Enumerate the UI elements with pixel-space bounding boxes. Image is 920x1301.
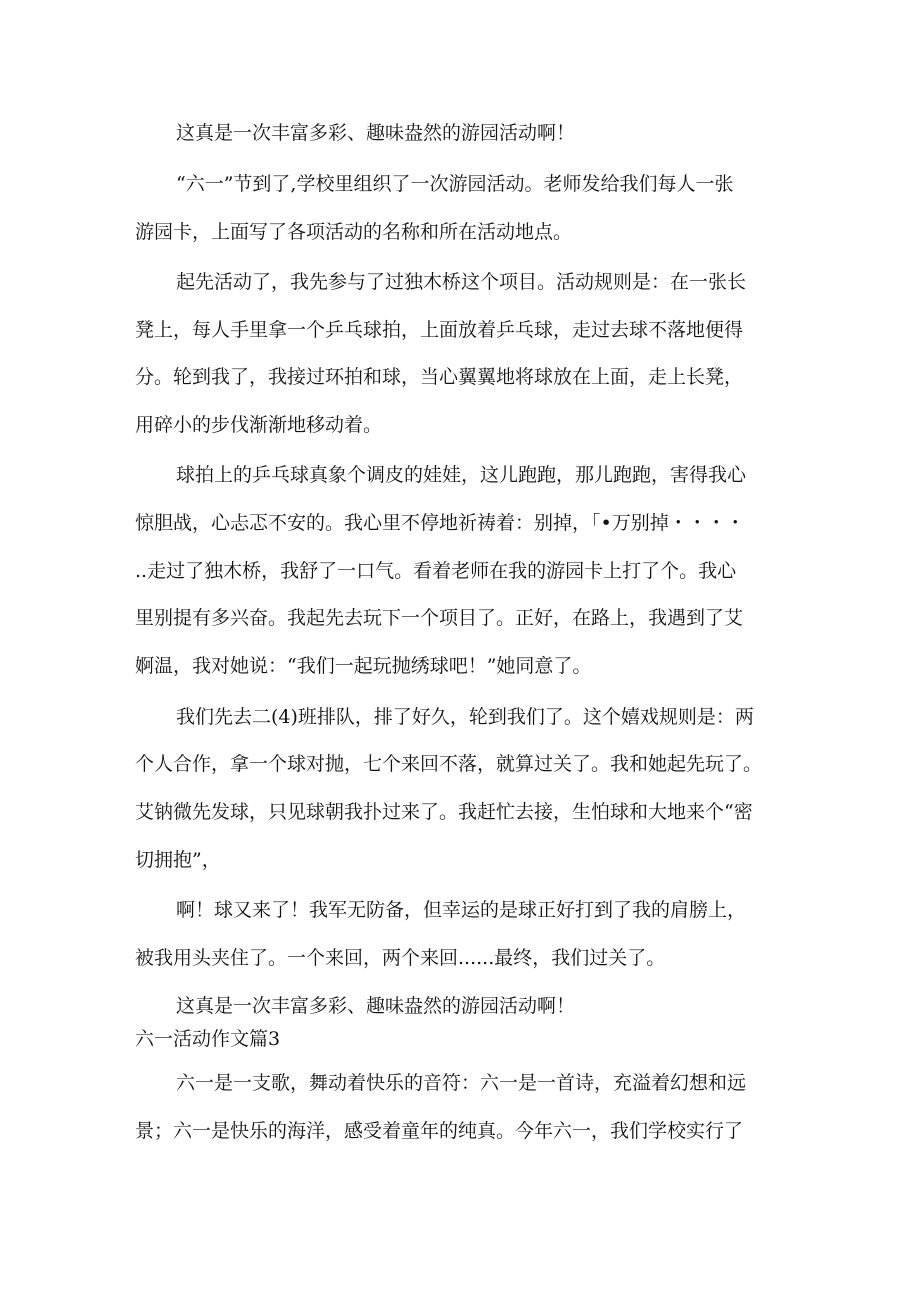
closing-line-bottom: 这真是一次丰富多彩、趣味盎然的游园活动啊！ — [176, 995, 576, 1017]
closing-line-top: 这真是一次丰富多彩、趣味盎然的游园活动啊！ — [176, 122, 576, 144]
paragraph-3-line-3: ..走过了独木桥，我舒了一口气。看着老师在我的游园卡上打了个。我心 — [135, 560, 737, 582]
paragraph-2-line-2: 凳上，每人手里拿一个乒乓球拍，上面放着乒乓球，走过去球不落地便得 — [135, 319, 744, 341]
paragraph-4-line-3: 艾钠微先发球，只见球朝我扑过来了。我赶忙去接，生怕球和大地来个“密 — [135, 801, 753, 823]
paragraph-5-line-2: 被我用头夹住了。一个来回，两个来回......最终，我们过关了。 — [135, 947, 666, 969]
paragraph-4-line-2: 个人合作，拿一个球对抛，七个来回不落，就算过关了。我和她起先玩了。 — [135, 753, 763, 775]
paragraph-4-line-4: 切拥抱”， — [135, 849, 221, 871]
paragraph-6-line-1: 六一是一支歌，舞动着快乐的音符：六一是一首诗，充溢着幻想和远 — [176, 1072, 747, 1094]
paragraph-3-line-5: 婀温，我对她说：“我们一起玩抛绣球吧！”她同意了。 — [135, 655, 592, 677]
paragraph-3-line-2: 惊胆战，心忐忑不安的。我心里不停地祈祷着：别掉，「•万别掉・・・・ — [135, 512, 745, 534]
paragraph-1-line-2: 游园卡，上面写了各项活动的名称和所在活动地点。 — [135, 221, 573, 243]
paragraph-1-line-1: “六一”节到了,学校里组织了一次游园活动。老师发给我们每人一张 — [176, 173, 734, 195]
section-heading: 六一活动作文篇3 — [135, 1028, 281, 1050]
paragraph-2-line-4: 用碎小的步伐渐渐地移动着。 — [135, 414, 383, 436]
paragraph-4-line-1: 我们先去二(4)班排队，排了好久，轮到我们了。这个嬉戏规则是：两 — [176, 706, 754, 728]
paragraph-6-line-2: 景；六一是快乐的海洋，感受着童年的纯真。今年六一，我们学校实行了 — [135, 1120, 744, 1142]
paragraph-3-line-1: 球拍上的乒乓球真象个调皮的娃娃，这儿跑跑，那儿跑跑，害得我心 — [176, 464, 747, 486]
paragraph-2-line-3: 分。轮到我了，我接过环拍和球，当心翼翼地将球放在上面，走上长凳， — [135, 366, 744, 388]
paragraph-2-line-1: 起先活动了，我先参与了过独木桥这个项目。活动规则是：在一张长 — [176, 271, 747, 293]
paragraph-5-line-1: 啊！球又来了！我军无防备，但幸运的是球正好打到了我的肩膀上， — [176, 899, 747, 921]
paragraph-3-line-4: 里别提有多兴奋。我起先去玩下一个项目了。正好，在路上，我遇到了艾 — [135, 607, 744, 629]
